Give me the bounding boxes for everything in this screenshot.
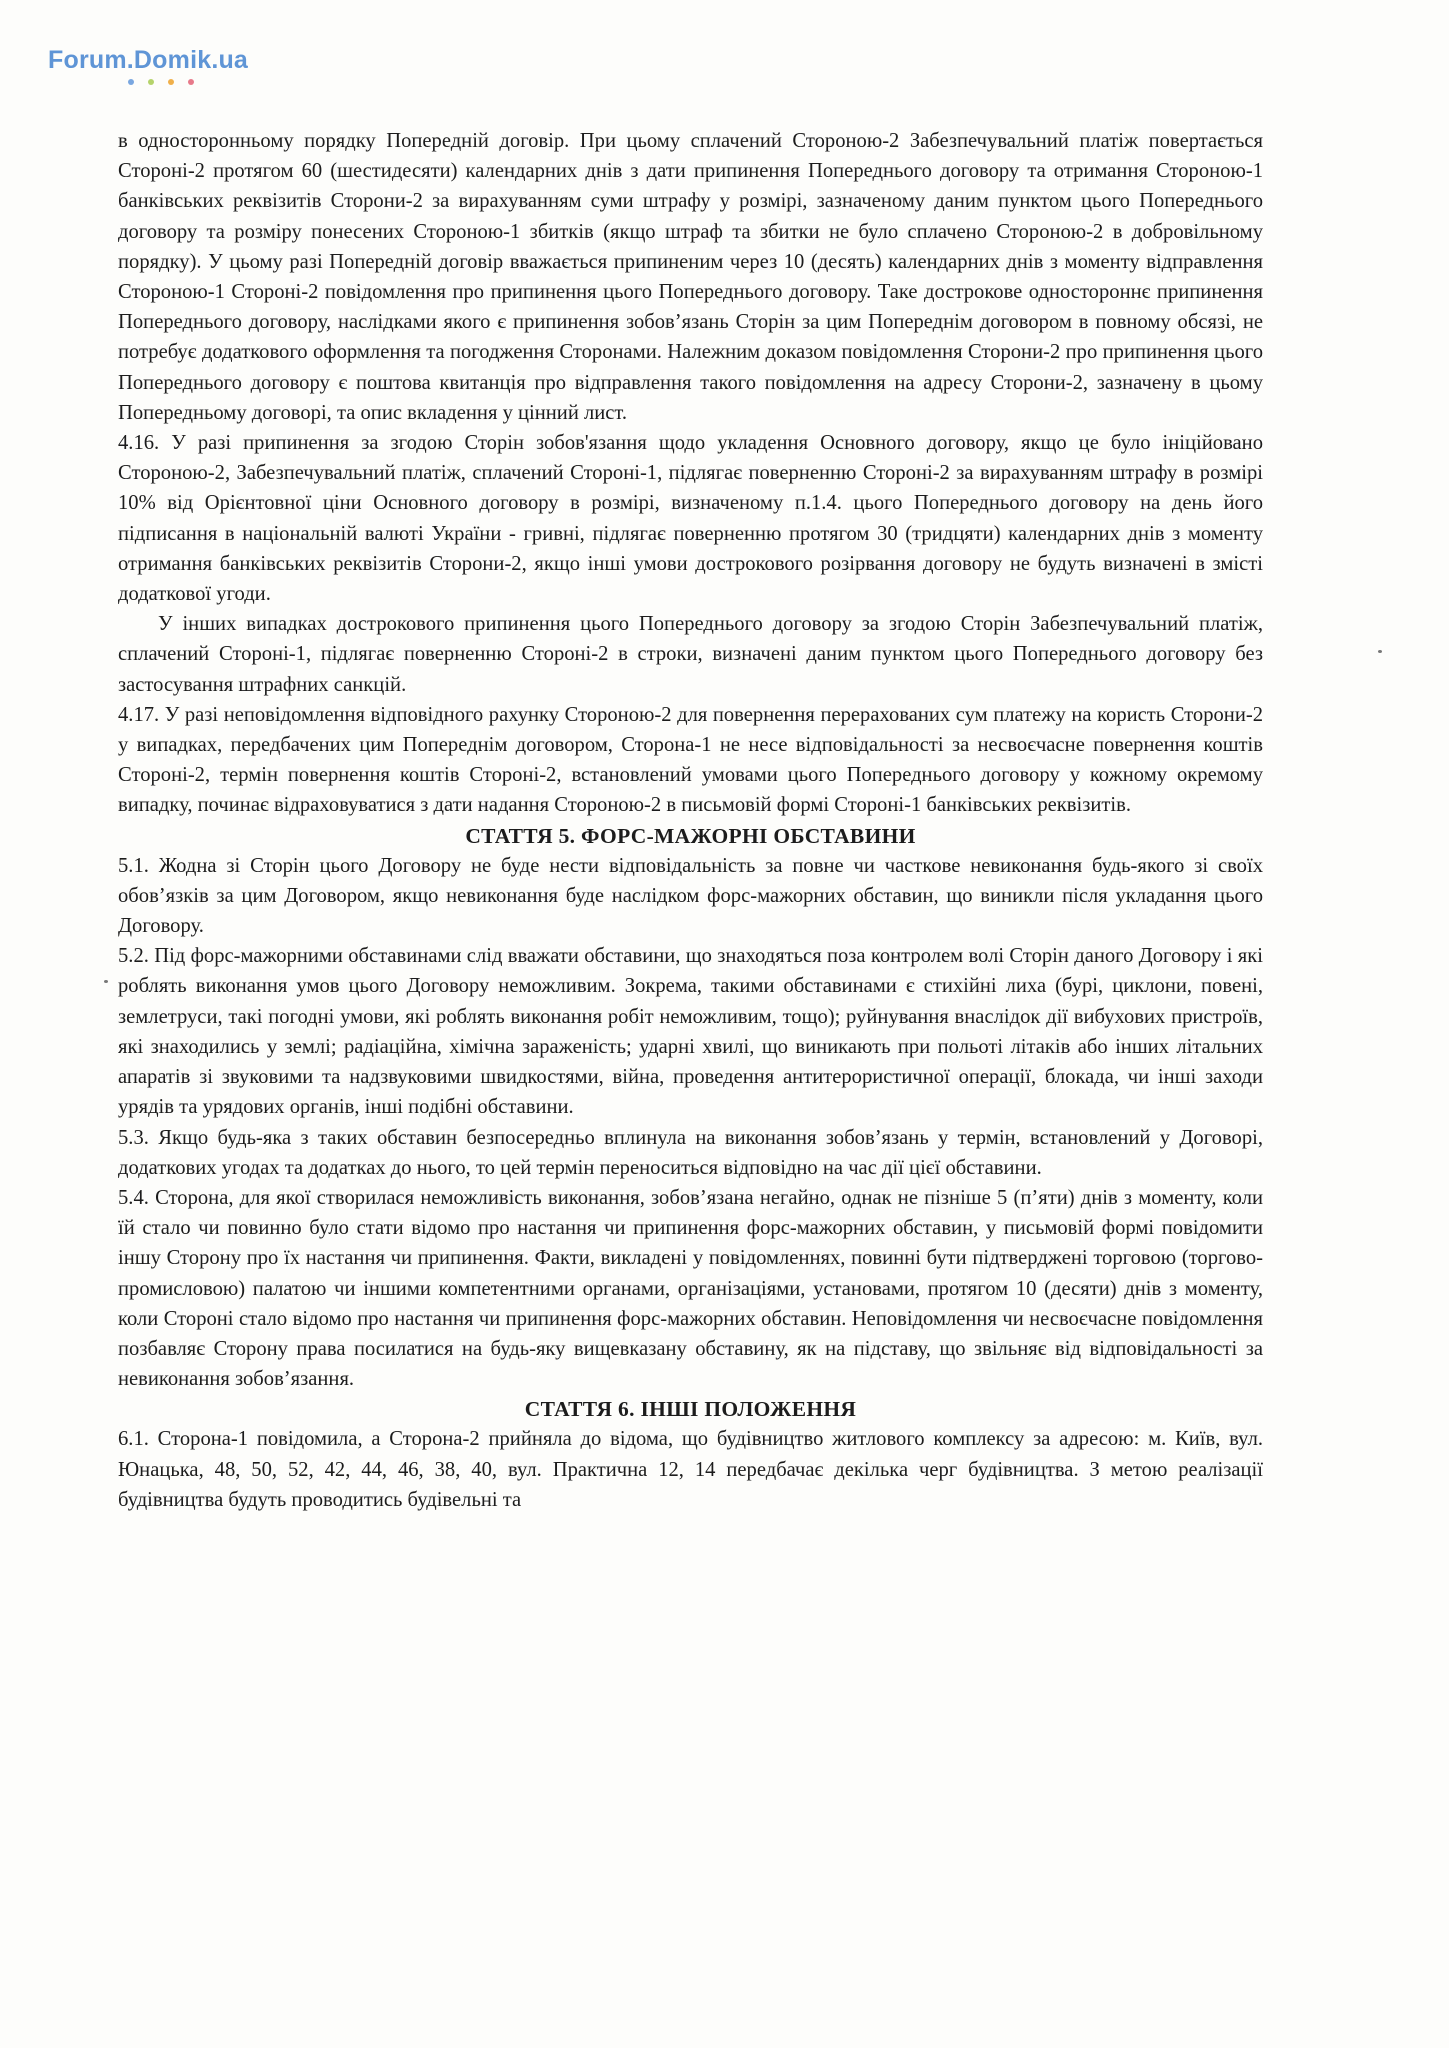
paragraph-continuation: в односторонньому порядку Попередній договір. При цьому сплачений Стороною-2 Забезпечувальний платіж повертається Стороні-2 протягом 60 (шестидесяти) календарних днів з дати припинення Попереднього договору та отримання Стороною-1 банківських реквізитів Сторони-2 за вирахуванням суми штрафу у розмірі, зазначеному даним пунктом цього Попереднього договору та розміру понесених Стороною-1 збитків (якщо штраф та збитки не було сплачено Стороною-2 в добровільному порядку). У цьому разі Попередній договір вважається припиненим через 10 (десять) календарних днів з моменту відправлення Стороною-1 Стороні-2 повідомлення про припинення цього Попереднього договору. Таке дострокове одностороннє припинення Попереднього договору, наслідками якого є припинення зобов’язань Сторін за цим Попереднім договором в повному обсязі, не потребує додаткового оформлення та погодження Сторонами. Належним доказом повідомлення Сторони-2 про припинення цього Попереднього договору є поштова квитанція про відправлення такого повідомлення на адресу Сторони-2, зазначену в цьому Попередньому договорі, та опис вкладення у цінний лист. [118, 130, 1263, 424]
paragraph-5-1: 5.1. Жодна зі Сторін цього Договору не буде нести відповідальність за повне чи часткове невиконання будь-якого зі своїх обов’язків за цим Договором, якщо невиконання буде наслідком форс-мажорних обставин, що виникли після укладання цього Договору. [118, 854, 1263, 938]
paragraph-5-2: 5.2. Під форс-мажорними обставинами слід вважати обставини, що знаходяться поза контролем волі Сторін даного Договору і які роблять виконання умов цього Договору неможливим. Зокрема, такими обставинами є стихійні лиха (бурі, циклони, повені, землетруси, такі погодні умови, які роблять виконання робіт неможливим, тощо); руйнування внаслідок дії вибухових пристроїв, які знаходились у землі; радіаційна, хімічна зараженість; ударні хвилі, що виникають при польоті літаків або інших літальних апаратів зі звуковими та надзвуковими швидкостями, війна, проведення антитерористичної операції, блокада, чи інші заходи урядів та урядових органів, інші подібні обставини. [118, 945, 1263, 1119]
paragraph-5-3: 5.3. Якщо будь-яка з таких обставин безпосередньо вплинула на виконання зобов’язань у термін, встановлений у Договорі, додаткових угодах та додатках до нього, то цей термін переноситься відповідно на час дії цієї обставини. [118, 1126, 1263, 1179]
paragraph-4-16: 4.16. У разі припинення за згодою Сторін зобов'язання щодо укладення Основного договору, якщо це було ініційовано Стороною-2, Забезпечувальний платіж, сплачений Стороні-1, підлягає поверненню Стороні-2 за вирахуванням штрафу в розмірі 10% від Орієнтовної ціни Основного договору в розмірі, визначеному п.1.4. цього Попереднього договору на день його підписання в національній валюті України - гривні, підлягає поверненню протягом 30 (тридцяти) календарних днів з моменту отримання банківських реквізитів Сторони-2, якщо інші умови дострокового розірвання договору не будуть визначені в змісті додаткової угоди. [118, 432, 1263, 606]
paragraph-5-4: 5.4. Сторона, для якої створилася неможливість виконання, зобов’язана негайно, однак не пізніше 5 (п’яти) днів з моменту, коли їй стало чи повинно було стати відомо про настання чи припинення форс-мажорних обставин, у письмовій формі повідомити іншу Сторону про їх настання чи припинення. Факти, викладені у повідомленнях, повинні бути підтверджені торговою (торгово-промисловою) палатою чи іншими компетентними органами, організаціями, установами, протягом 10 (десяти) днів з моменту, коли Стороні стало відомо про настання чи припинення форс-мажорних обставин. Неповідомлення чи несвоєчасне повідомлення позбавляє Сторону права посилатися на будь-яку вищевказану обставину, як на підставу, що звільняє від відповідальності за невиконання зобов’язання. [118, 1186, 1263, 1391]
article-6-heading: СТАТТЯ 6. ІНШІ ПОЛОЖЕННЯ [524, 1397, 857, 1422]
document-page [118, 126, 1263, 1515]
paragraph-6-1: 6.1. Сторона-1 повідомила, а Сторона-2 прийняла до відома, що будівництво житлового комплексу за адресою: м. Київ, вул. Юнацька, 48, 50, 52, 42, 44, 46, 38, 40, вул. Практична 12, 14 передбачає декілька черг будівництва. З метою реалізації будівництва будуть проводитись будівельні та [118, 1428, 1263, 1511]
paragraph-4-17: 4.17. У разі неповідомлення відповідного рахунку Стороною-2 для повернення перерахованих сум платежу на користь Сторони-2 у випадках, передбачених цим Попереднім договором, Сторона-1 не несе відповідальності за несвоєчасне повернення коштів Стороні-2, термін повернення коштів Стороні-2, встановлений умовами цього Попереднього договору у кожному окремому випадку, починає відраховуватися з дати надання Стороною-2 в письмовій формі Стороні-1 банківських реквізитів. [118, 703, 1263, 817]
scan-speck [1378, 650, 1382, 653]
paragraph-other-cases: У інших випадках дострокового припинення цього Попереднього договору за згодою Сторін Забезпечувальний платіж, сплачений Стороні-1, підлягає поверненню Стороні-2 в строки, визначені даним пунктом цього Попереднього договору без застосування штрафних санкцій. [118, 613, 1263, 696]
watermark-dots [128, 79, 248, 85]
watermark-dot [168, 79, 174, 85]
watermark-dot [148, 79, 154, 85]
watermark-text: Forum.Domik.ua [48, 46, 249, 74]
scan-speck [104, 980, 108, 983]
watermark-dot [128, 79, 134, 85]
article-5-heading: СТАТТЯ 5. ФОРС-МАЖОРНІ ОБСТАВИНИ [465, 823, 916, 848]
watermark-dot [188, 79, 194, 85]
forum-domik-watermark [48, 46, 248, 85]
